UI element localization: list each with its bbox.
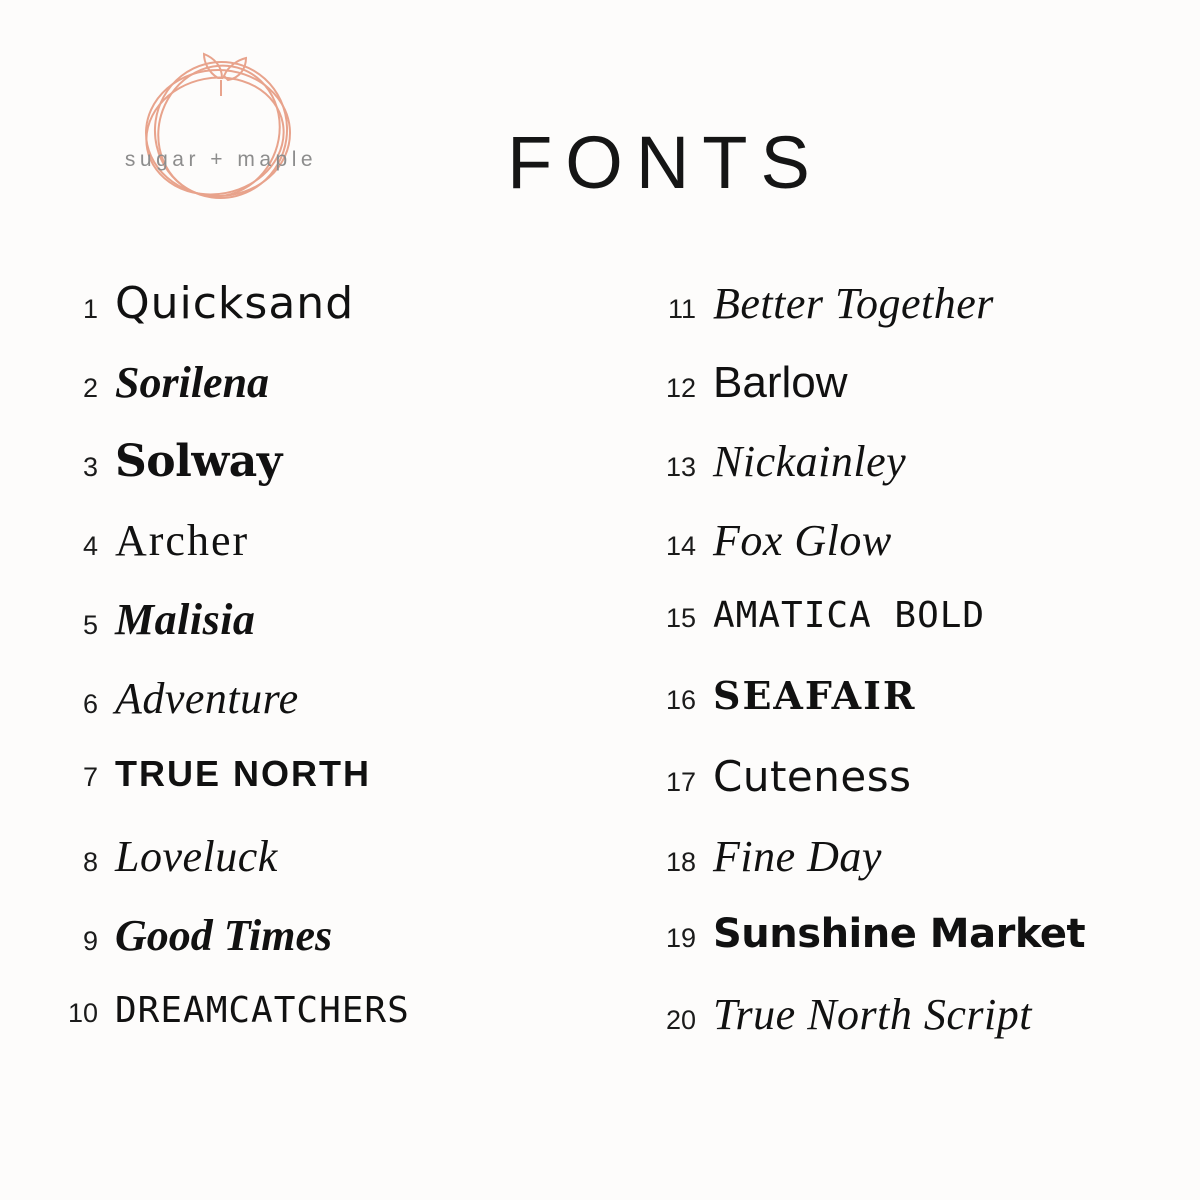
item-number: 20 xyxy=(665,1005,696,1035)
font-name: Malisia xyxy=(115,595,256,644)
font-name: Fine Day xyxy=(713,832,882,881)
item-number: 5 xyxy=(82,610,98,640)
item-number: 4 xyxy=(82,531,98,561)
brand-name: sugar + maple xyxy=(124,148,318,171)
list-item xyxy=(40,911,602,993)
list-item xyxy=(638,358,1200,440)
page-title: FONTS xyxy=(507,121,823,204)
item-number: 13 xyxy=(665,452,696,482)
item-number: 15 xyxy=(665,603,696,633)
font-name: Adventure xyxy=(115,674,299,723)
item-number: 9 xyxy=(82,926,98,956)
font-name: DREAMCATCHERS xyxy=(115,990,410,1031)
item-number: 19 xyxy=(665,923,696,953)
font-name: Archer xyxy=(115,516,250,565)
list-item xyxy=(638,516,1200,598)
list-item xyxy=(638,595,1200,677)
item-number: 17 xyxy=(665,767,696,797)
font-name: SEAFAIR xyxy=(713,673,917,718)
list-item xyxy=(638,990,1200,1072)
font-name: TRUE NORTH xyxy=(115,753,371,794)
list-item xyxy=(40,516,602,598)
font-name: Sorilena xyxy=(115,358,270,407)
font-name: Good Times xyxy=(115,911,333,960)
item-number: 1 xyxy=(82,294,98,324)
font-name: Barlow xyxy=(713,358,848,407)
list-item xyxy=(40,595,602,677)
font-name: True North Script xyxy=(713,990,1032,1039)
list-item xyxy=(40,674,602,756)
item-number: 10 xyxy=(67,998,98,1028)
item-number: 7 xyxy=(82,762,98,792)
list-item xyxy=(638,911,1200,993)
list-item xyxy=(40,358,602,440)
list-item xyxy=(638,673,1200,756)
item-number: 11 xyxy=(667,294,696,324)
font-name: Nickainley xyxy=(713,437,907,486)
item-number: 3 xyxy=(82,452,98,482)
item-number: 18 xyxy=(665,847,696,877)
list-item xyxy=(40,278,602,361)
list-item xyxy=(638,752,1200,835)
font-name: Cuteness xyxy=(713,752,912,801)
list-item xyxy=(40,990,602,1072)
font-list xyxy=(0,278,1200,1072)
item-number: 14 xyxy=(665,531,696,561)
font-name: Solway xyxy=(115,436,282,487)
item-number: 16 xyxy=(665,685,696,715)
item-number: 8 xyxy=(82,847,98,877)
font-name: AMATICA BOLD xyxy=(713,595,986,636)
font-name: Better Together xyxy=(713,279,994,328)
font-name: Fox Glow xyxy=(713,516,892,565)
list-item xyxy=(638,279,1200,361)
font-column-right xyxy=(602,279,1200,1072)
list-item xyxy=(40,436,602,519)
list-item xyxy=(638,437,1200,519)
list-item xyxy=(638,832,1200,914)
item-number: 2 xyxy=(82,373,98,403)
font-column-left xyxy=(0,278,602,1072)
font-name: Loveluck xyxy=(115,832,278,881)
font-name: Quicksand xyxy=(115,278,355,329)
item-number: 12 xyxy=(665,373,696,403)
list-item xyxy=(40,753,602,835)
font-name: Sunshine Market xyxy=(713,911,1086,957)
list-item xyxy=(40,832,602,914)
item-number: 6 xyxy=(82,689,98,719)
